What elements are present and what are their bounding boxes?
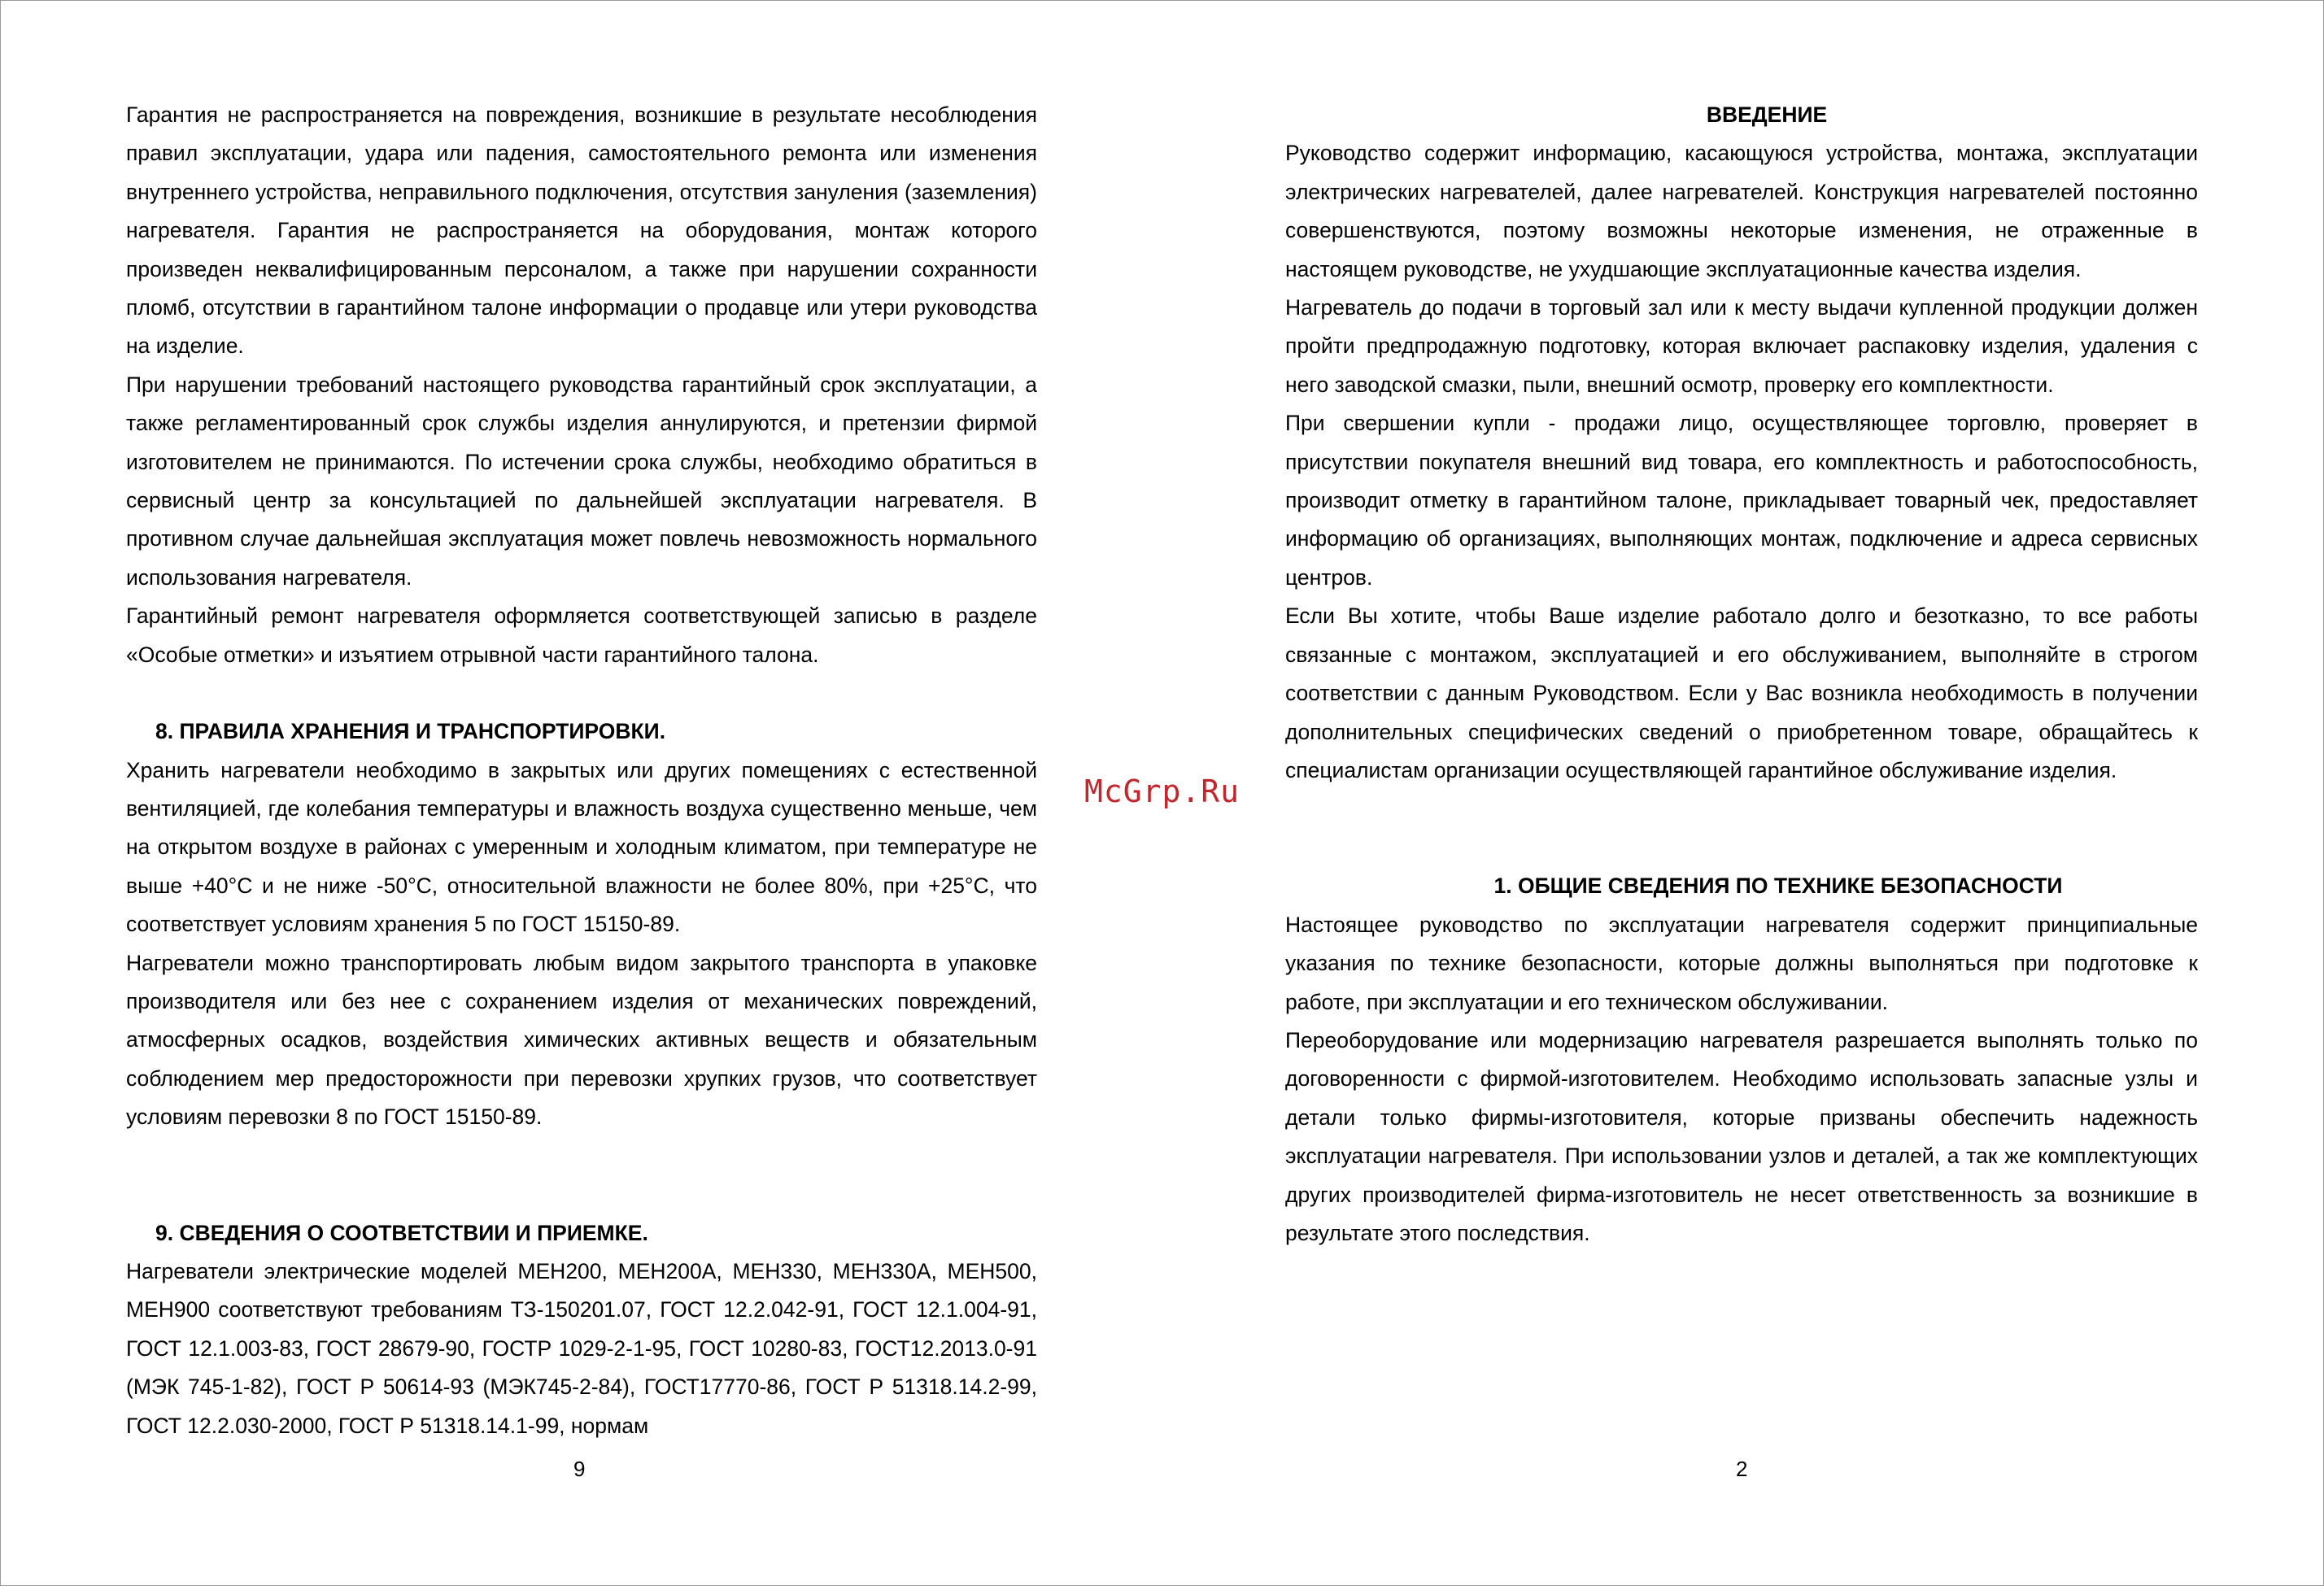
left-page bbox=[126, 96, 1037, 1445]
safety-paragraph-1: Настоящее руководство по эксплуатации нагревателя содержит принципиальные указания по технике безопасности, которые должны выполняться при подготовке к работе, при эксплуатации и его техническом обслуживании. bbox=[1285, 912, 2198, 1014]
right-page-number: 2 bbox=[1736, 1457, 1748, 1481]
intro-paragraph-4: Если Вы хотите, чтобы Ваше изделие работало долго и безотказно, то все работы связанные с монтажом, эксплуатацией и его обслуживанием, выполняйте в строгом соответствии с данным Руководством. Если у Вас возникла необходимость в получении дополнительных специфических сведений о приобретенном товаре, обращайтесь к специалистам организации осуществляющей гарантийное обслуживание изделия. bbox=[1285, 603, 2198, 782]
warranty-paragraph-1: Гарантия не распространяется на повреждения, возникшие в результате несоблюдения правил эксплуатации, удара или падения, самостоятельного ремонта или изменения внутреннего устройства, неправильного подключения, отсутствия зануления (заземления) нагревателя. Гарантия не распространяется на оборудования, монтаж которого произведен неквалифицированным персоналом, а также при нарушении сохранности пломб, отсутствии в гарантийном талоне информации о продавце или утери руководства на изделие. bbox=[126, 102, 1037, 359]
right-page bbox=[1285, 96, 2198, 1253]
warranty-paragraph-2: При нарушении требований настоящего руководства гарантийный срок эксплуатации, а также регламентированный срок службы изделия аннулируются, и претензии фирмой изготовителем не принимаются. По истечении срока службы, необходимо обратиться в сервисный центр за консультацией по дальнейшей эксплуатации нагревателя. В противном случае дальнейшая эксплуатация может повлечь невозможность нормального использования нагревателя. bbox=[126, 372, 1037, 590]
section-1-heading: 1. ОБЩИЕ СВЕДЕНИЯ ПО ТЕХНИКЕ БЕЗОПАСНОСТИ bbox=[1493, 874, 2063, 899]
safety-paragraph-2: Переоборудование или модернизацию нагревателя разрешается выполнять только по договоренности с фирмой-изготовителем. Необходимо использовать запасные узлы и детали только фирмы-изготовителя, которые призваны обеспечить надежность эксплуатации нагревателя. При использовании узлов и деталей, а так же комплектующих других производителей фирма-изготовитель не несет ответственность за возникшие в результате этого последствия. bbox=[1285, 1027, 2198, 1245]
section-9-heading: 9. СВЕДЕНИЯ О СООТВЕТСТВИИ И ПРИЕМКЕ. bbox=[155, 1220, 648, 1245]
intro-paragraph-3: При свершении купли - продажи лицо, осуществляющее торговлю, проверяет в присутствии покупателя внешний вид товара, его комплектность и работоспособность, производит отметку в гарантийном талоне, прикладывает товарный чек, предоставляет информацию об организациях, выполняющих монтаж, подключение и адреса сервисных центров. bbox=[1285, 411, 2198, 590]
section-8-heading: 8. ПРАВИЛА ХРАНЕНИЯ И ТРАНСПОРТИРОВКИ. bbox=[155, 719, 666, 744]
intro-paragraph-2: Нагреватель до подачи в торговый зал или к месту выдачи купленной продукции должен пройти предпродажную подготовку, которая включает распаковку изделия, удаления с него заводской смазки, пыли, внешний осмотр, проверку его комплектности. bbox=[1285, 295, 2198, 397]
storage-paragraph: Хранить нагреватели необходимо в закрытых или других помещениях с естественной вентиляцией, где колебания температуры и влажность воздуха существенно меньше, чем на открытом воздухе в районах с умеренным и холодным климатом, при температуре не выше +40°С и не ниже -50°С, относительной влажности не более 80%, при +25°С, что соответствует условиям хранения 5 по ГОСТ 15150-89. bbox=[126, 757, 1037, 937]
warranty-paragraph-3: Гарантийный ремонт нагревателя оформляется соответствующей записью в разделе «Особые отметки» и изъятием отрывной части гарантийного талона. bbox=[126, 603, 1037, 667]
intro-heading: ВВЕДЕНИЕ bbox=[1706, 102, 1828, 127]
conformity-paragraph: Нагреватели электрические моделей МЕН200, МЕН200А, МЕН330, МЕН330А, МЕН500, МЕН900 соответствуют требованиям ТЗ-150201.07, ГОСТ 12.2.042-91, ГОСТ 12.1.004-91, ГОСТ 12.1.003-83, ГОСТ 28679-90, ГОСТР 1029-2-1-95, ГОСТ 10280-83, ГОСТ12.2013.0-91 (МЭК 745-1-82), ГОСТ Р 50614-93 (МЭК745-2-84), ГОСТ17770-86, ГОСТ Р 51318.14.2-99, ГОСТ 12.2.030-2000, ГОСТ Р 51318.14.1-99, нормам bbox=[126, 1258, 1037, 1438]
transport-paragraph: Нагреватели можно транспортировать любым видом закрытого транспорта в упаковке производителя или без нее с сохранением изделия от механических повреждений, атмосферных осадков, воздействия химических активных веществ и обязательным соблюдением мер предосторожности при перевозки хрупких грузов, что соответствует условиям перевозки 8 по ГОСТ 15150-89. bbox=[126, 950, 1037, 1130]
left-page-number: 9 bbox=[573, 1457, 586, 1481]
watermark: McGrp.Ru bbox=[1084, 773, 1240, 809]
intro-paragraph-1: Руководство содержит информацию, касающуюся устройства, монтажа, эксплуатации электрических нагревателей, далее нагревателей. Конструкция нагревателей постоянно совершенствуются, поэтому возможны некоторые изменения, не отраженные в настоящем руководстве, не ухудшающие эксплуатационные качества изделия. bbox=[1285, 141, 2198, 281]
